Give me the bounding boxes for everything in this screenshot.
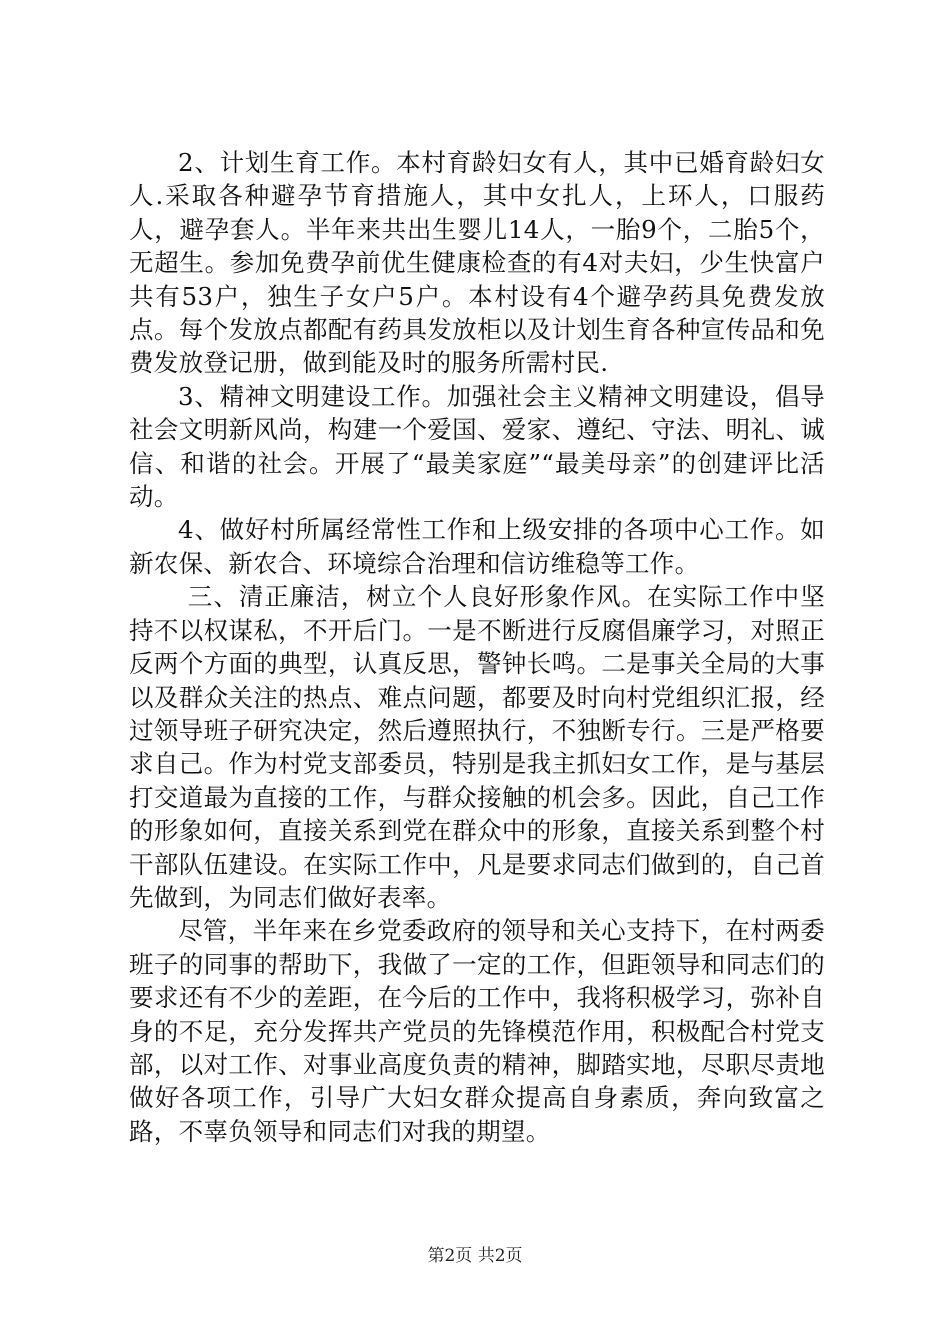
paragraph-spiritual-civilization: 3、精神文明建设工作。加强社会主义精神文明建设，倡导社会文明新风尚，构建一个爱国、爱家、遵纪、守法、明礼、诚信、和谐的社会。开展了“最美家庭”“最美母亲”的创建评比活动。: [129, 381, 825, 512]
document-body: [129, 146, 825, 1148]
paragraph-conclusion: 尽管，半年来在乡党委政府的领导和关心支持下，在村两委班子的同事的帮助下，我做了一定的工作，但距领导和同志们的要求还有不少的差距，在今后的工作中，我将积极学习，弥补自身的不足，充分发挥共产党员的先锋模范作用，积极配合村党支部，以对工作、对事业高度负责的精神，脚踏实地，尽职尽责地做好各项工作，引导广大妇女群众提高自身素质，奔向致富之路，不辜负领导和同志们对我的期望。: [129, 916, 825, 1146]
paragraph-family-planning: 2、计划生育工作。本村育龄妇女有人，其中已婚育龄妇女人.采取各种避孕节育措施人，其中女扎人，上环人，口服药人，避孕套人。半年来共出生婴儿14人，一胎9个，二胎5个，无超生。参加免费孕前优生健康检查的有4对夫妇，少生快富户共有53户，独生子女户5户。本村设有4个避孕药具免费发放点。每个发放点都配有药具发放柜以及计划生育各种宣传品和免费发放登记册，做到能及时的服务所需村民.: [129, 148, 825, 378]
paragraph-integrity: 三、清正廉洁，树立个人良好形象作风。在实际工作中坚持不以权谋私，不开后门。一是不断进行反腐倡廉学习，对照正反两个方面的典型，认真反思，警钟长鸣。二是事关全局的大事以及群众关注的热点、难点问题，都要及时向村党组织汇报，经过领导班子研究决定，然后遵照执行，不独断专行。三是严格要求自己。作为村党支部委员，特别是我主抓妇女工作，是与基层打交道最为直接的工作，与群众接触的机会多。因此，自己工作的形象如何，直接关系到党在群众中的形象，直接关系到整个村干部队伍建设。在实际工作中，凡是要求同志们做到的，自己首先做到，为同志们做好表率。: [129, 582, 825, 912]
paragraph-routine-work: 4、做好村所属经常性工作和上级安排的各项中心工作。如新农保、新农合、环境综合治理和信访维稳等工作。: [129, 515, 825, 578]
page-footer: 第2页 共2页: [427, 1246, 523, 1266]
